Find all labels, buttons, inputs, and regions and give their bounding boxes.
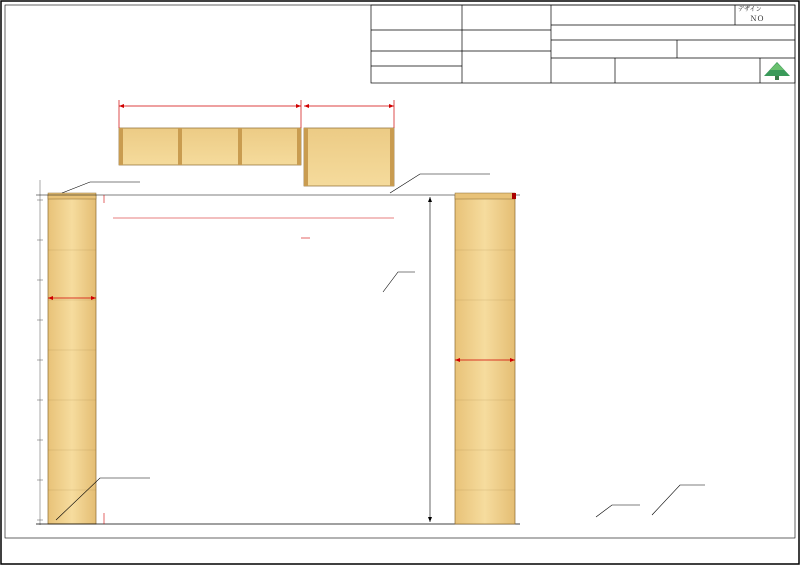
right-side-view [455, 193, 516, 524]
title-block-text [738, 5, 764, 23]
left-side-view [48, 193, 96, 524]
annotation-leaders [56, 174, 705, 520]
upper-cabinets [119, 128, 394, 186]
top-dimensions [119, 100, 394, 128]
front-dimensions [104, 195, 394, 524]
design-no-caption: ＮＯ [750, 15, 764, 23]
design-no-label: デザイン [738, 6, 762, 13]
title-block [371, 5, 795, 83]
height-dimension [428, 197, 432, 522]
left-ruler [37, 180, 43, 525]
sheet-border [1, 1, 799, 564]
company-logo [764, 62, 790, 80]
inner-border [5, 5, 795, 538]
